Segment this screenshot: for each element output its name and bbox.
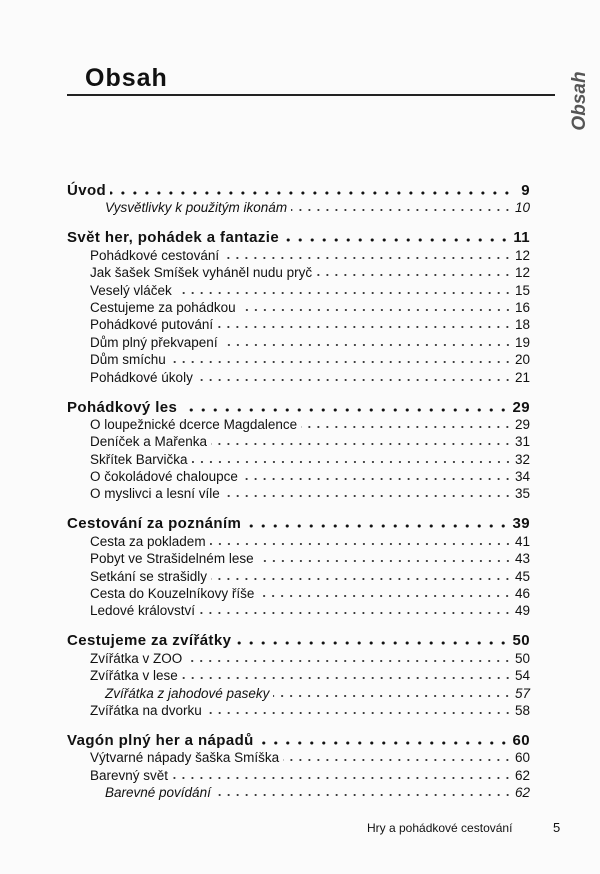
dot-leader — [186, 659, 512, 663]
toc-entry[interactable] — [67, 585, 530, 602]
entry-title: Pohádkové úkoly — [90, 369, 193, 385]
entry-title: Zvířátka v lese — [90, 668, 178, 684]
table-of-contents — [67, 179, 530, 811]
dot-leader — [258, 741, 510, 745]
toc-entry[interactable] — [67, 702, 530, 719]
toc-entry[interactable] — [67, 333, 530, 350]
entry-page-number: 43 — [514, 551, 530, 567]
entry-page-number: 15 — [514, 282, 530, 298]
dot-leader — [258, 594, 512, 598]
entry-page-number: 50 — [512, 632, 530, 650]
dot-leader — [245, 524, 509, 528]
toc-section — [67, 179, 530, 216]
entry-page-number: 39 — [512, 515, 530, 533]
entry-title: Zvířátka na dvorku — [90, 702, 202, 718]
entry-page-number: 32 — [514, 451, 530, 467]
entry-page-number: 60 — [512, 731, 530, 749]
entry-page-number: 9 — [521, 182, 530, 199]
entry-page-number: 58 — [514, 702, 530, 718]
dot-leader — [110, 191, 513, 195]
dot-leader — [206, 711, 512, 715]
toc-section — [67, 226, 530, 385]
toc-entry[interactable] — [67, 784, 530, 801]
toc-entry[interactable] — [67, 649, 530, 666]
dot-leader — [316, 273, 512, 277]
entry-page-number: 34 — [514, 469, 530, 485]
toc-entry[interactable] — [67, 667, 530, 684]
dot-leader — [223, 256, 512, 260]
toc-entry[interactable] — [67, 316, 530, 333]
entry-title: Cestování za poznáním — [67, 515, 242, 533]
entry-page-number: 20 — [514, 352, 530, 368]
toc-entry[interactable] — [67, 567, 530, 584]
toc-chapter[interactable] — [67, 512, 530, 532]
entry-title: Cestujeme za pohádkou — [90, 299, 236, 315]
entry-title: Zvířátka v ZOO — [90, 650, 183, 666]
footer-book-title: Hry a pohádkové cestování — [367, 821, 513, 835]
entry-title: Pohádkové cestování — [90, 247, 220, 263]
toc-section — [67, 396, 530, 503]
toc-entry[interactable] — [67, 433, 530, 450]
dot-leader — [291, 208, 512, 212]
entry-title: Veselý vláček — [90, 282, 172, 298]
entry-title: Vagón plný her a nápadů — [67, 731, 254, 749]
entry-title: Vysvětlivky k použitým ikonám — [105, 200, 288, 216]
entry-title: Pobyt ve Strašidelném lese — [90, 551, 254, 567]
dot-leader — [217, 325, 512, 329]
toc-section — [67, 512, 530, 619]
entry-title: Barevné povídání — [105, 785, 211, 801]
entry-title: O loupežnické dcerce Magdalence — [90, 416, 298, 432]
dot-leader — [170, 360, 512, 364]
dot-leader — [172, 776, 512, 780]
footer-page-number: 5 — [553, 820, 561, 835]
title-underline — [67, 94, 555, 96]
dot-leader — [258, 559, 512, 563]
entry-title: O myslivci a lesní víle — [90, 486, 220, 502]
side-tab-label: Obsah — [569, 71, 590, 131]
dot-leader — [211, 442, 512, 446]
entry-title: O čokoládové chaloupce — [90, 469, 238, 485]
entry-title: Dům smíchu — [90, 352, 166, 368]
entry-title: Barevný svět — [90, 767, 169, 783]
entry-page-number: 29 — [514, 416, 530, 432]
entry-page-number: 21 — [514, 369, 530, 385]
toc-section — [67, 629, 530, 719]
entry-title: Skřítek Barvička — [90, 451, 188, 467]
entry-page-number: 62 — [514, 785, 530, 801]
entry-page-number: 45 — [514, 568, 530, 584]
toc-entry[interactable] — [67, 199, 530, 216]
dot-leader — [240, 308, 512, 312]
entry-page-number: 57 — [514, 685, 530, 701]
entry-title: Jak šašek Smíšek vyháněl nudu pryč — [90, 265, 313, 281]
toc-entry[interactable] — [67, 749, 530, 766]
dot-leader — [283, 758, 512, 762]
dot-leader — [211, 577, 512, 581]
entry-title: Setkání se strašidly — [90, 568, 208, 584]
entry-title: Svět her, pohádek a fantazie — [67, 229, 280, 247]
entry-page-number: 12 — [514, 247, 530, 263]
entry-title: Ledové království — [90, 603, 196, 619]
dot-leader — [215, 793, 512, 797]
page-title: Obsah — [85, 64, 168, 92]
entry-page-number: 31 — [514, 434, 530, 450]
entry-page-number: 29 — [512, 398, 530, 416]
toc-entry[interactable] — [67, 246, 530, 263]
entry-page-number: 54 — [514, 668, 530, 684]
entry-title: Cestujeme za zvířátky — [67, 632, 232, 650]
entry-page-number: 11 — [513, 229, 530, 247]
dot-leader — [197, 378, 512, 382]
dot-leader — [301, 425, 512, 429]
toc-entry[interactable] — [67, 532, 530, 549]
entry-page-number: 50 — [514, 650, 530, 666]
toc-entry[interactable] — [67, 684, 530, 701]
toc-section — [67, 729, 530, 801]
dot-leader — [235, 641, 509, 645]
toc-chapter[interactable] — [67, 179, 530, 199]
entry-title: Výtvarné nápady šaška Smíška — [90, 750, 280, 766]
dot-leader — [199, 611, 512, 615]
toc-chapter[interactable] — [67, 629, 530, 649]
entry-title: Dům plný překvapení — [90, 334, 218, 350]
dot-leader — [182, 676, 512, 680]
entry-title: Cesta do Kouzelníkovy říše — [90, 586, 255, 602]
toc-entry[interactable] — [67, 450, 530, 467]
toc-entry[interactable] — [67, 368, 530, 385]
dot-leader — [273, 694, 512, 698]
entry-page-number: 18 — [514, 317, 530, 333]
toc-entry[interactable] — [67, 299, 530, 316]
toc-entry[interactable] — [67, 602, 530, 619]
dot-leader — [210, 542, 512, 546]
entry-page-number: 60 — [514, 750, 530, 766]
entry-page-number: 62 — [514, 767, 530, 783]
entry-title: Zvířátka z jahodové paseky — [105, 685, 270, 701]
dot-leader — [283, 238, 510, 242]
entry-page-number: 49 — [514, 603, 530, 619]
dot-leader — [222, 343, 512, 347]
toc-entry[interactable] — [67, 468, 530, 485]
entry-title: Úvod — [67, 182, 107, 199]
dot-leader — [181, 408, 509, 412]
toc-entry[interactable] — [67, 351, 530, 368]
entry-page-number: 46 — [514, 586, 530, 602]
toc-chapter[interactable] — [67, 396, 530, 416]
entry-title: Pohádkový les — [67, 398, 178, 416]
dot-leader — [242, 477, 512, 481]
dot-leader — [176, 291, 512, 295]
toc-entry[interactable] — [67, 281, 530, 298]
toc-chapter[interactable] — [67, 729, 530, 749]
entry-page-number: 41 — [514, 533, 530, 549]
dot-leader — [224, 494, 512, 498]
toc-entry[interactable] — [67, 416, 530, 433]
entry-title: Pohádkové putování — [90, 317, 214, 333]
entry-title: Cesta za pokladem — [90, 533, 206, 549]
entry-page-number: 16 — [514, 299, 530, 315]
toc-entry[interactable] — [67, 485, 530, 502]
entry-title: Deníček a Mařenka — [90, 434, 208, 450]
entry-page-number: 12 — [514, 265, 530, 281]
dot-leader — [192, 460, 512, 464]
entry-page-number: 19 — [514, 334, 530, 350]
entry-page-number: 35 — [514, 486, 530, 502]
toc-entry[interactable] — [67, 550, 530, 567]
toc-entry[interactable] — [67, 264, 530, 281]
toc-chapter[interactable] — [67, 226, 530, 246]
side-tab — [568, 66, 592, 136]
toc-entry[interactable] — [67, 766, 530, 783]
entry-page-number: 10 — [514, 200, 530, 216]
